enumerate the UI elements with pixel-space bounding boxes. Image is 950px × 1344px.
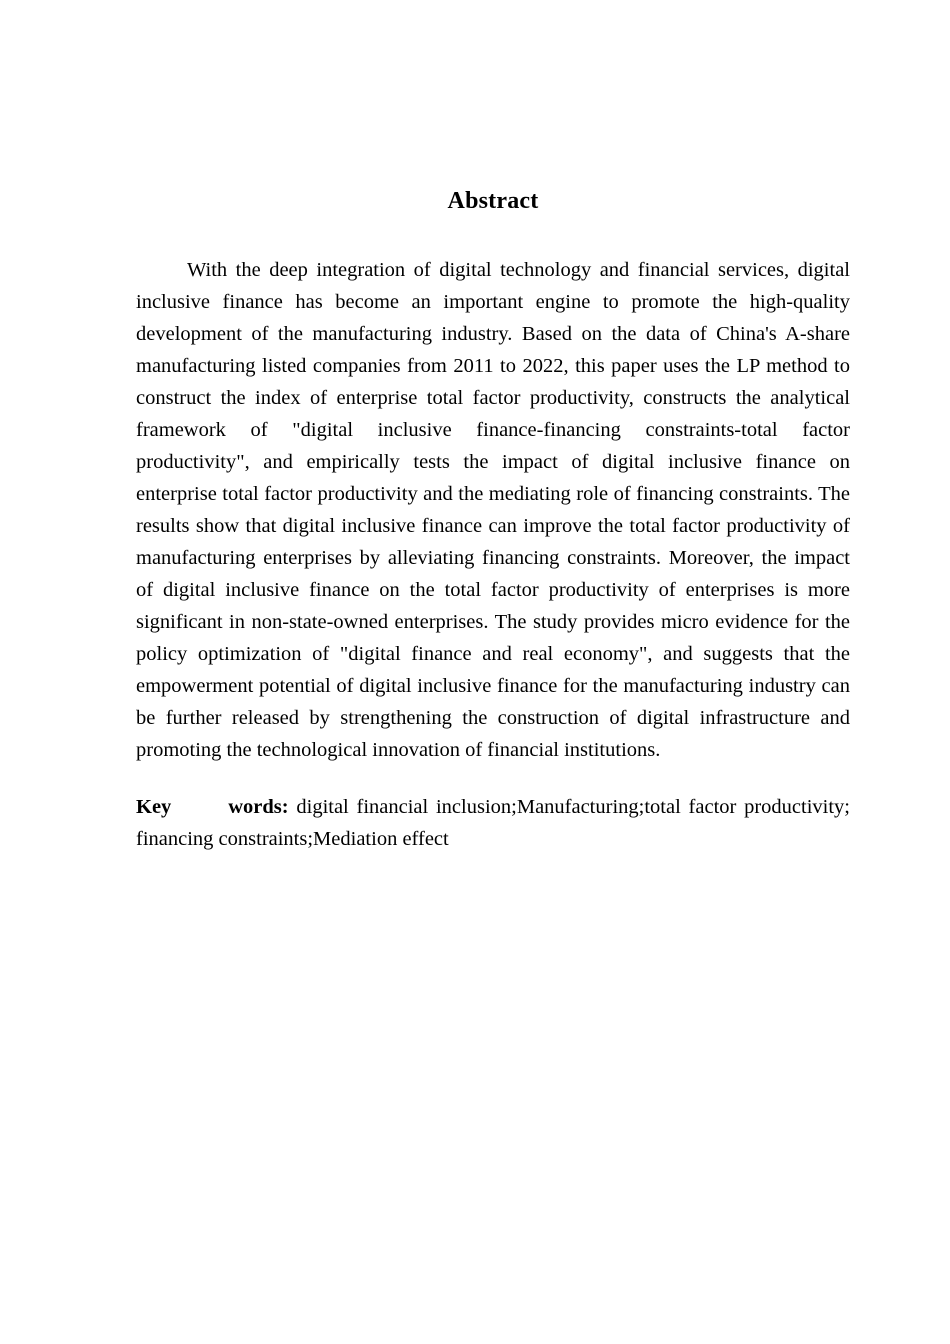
keywords-text: digital financial inclusion;Manufacturing;total factor productivity; financing constraints;Mediation effect: [136, 796, 861, 850]
abstract-title: Abstract: [447, 188, 539, 214]
keywords-paragraph: [136, 791, 861, 855]
abstract-page: [136, 184, 861, 855]
keywords-label: Key words:: [136, 796, 289, 818]
abstract-body: With the deep integration of digital technology and financial services, digital inclusive finance has become an important engine to promote the high-quality development of the manufacturing industry. Based on the data of China's A-share manufacturing listed companies from 2011 to 2022, this paper uses the LP method to construct the index of enterprise total factor productivity, constructs the analytical framework of "digital inclusive finance-financing constraints-total factor productivity", and empirically tests the impact of digital inclusive finance on enterprise total factor productivity and the mediating role of financing constraints. The results show that digital inclusive finance can improve the total factor productivity of manufacturing enterprises by alleviating financing constraints. Moreover, the impact of digital inclusive finance on the total factor productivity of enterprises is more significant in non-state-owned enterprises. The study provides micro evidence for the policy optimization of "digital finance and real economy", and suggests that the empowerment potential of digital inclusive finance for the manufacturing industry can be further released by strengthening the construction of digital infrastructure and promoting the technological innovation of financial institutions.: [136, 259, 850, 761]
